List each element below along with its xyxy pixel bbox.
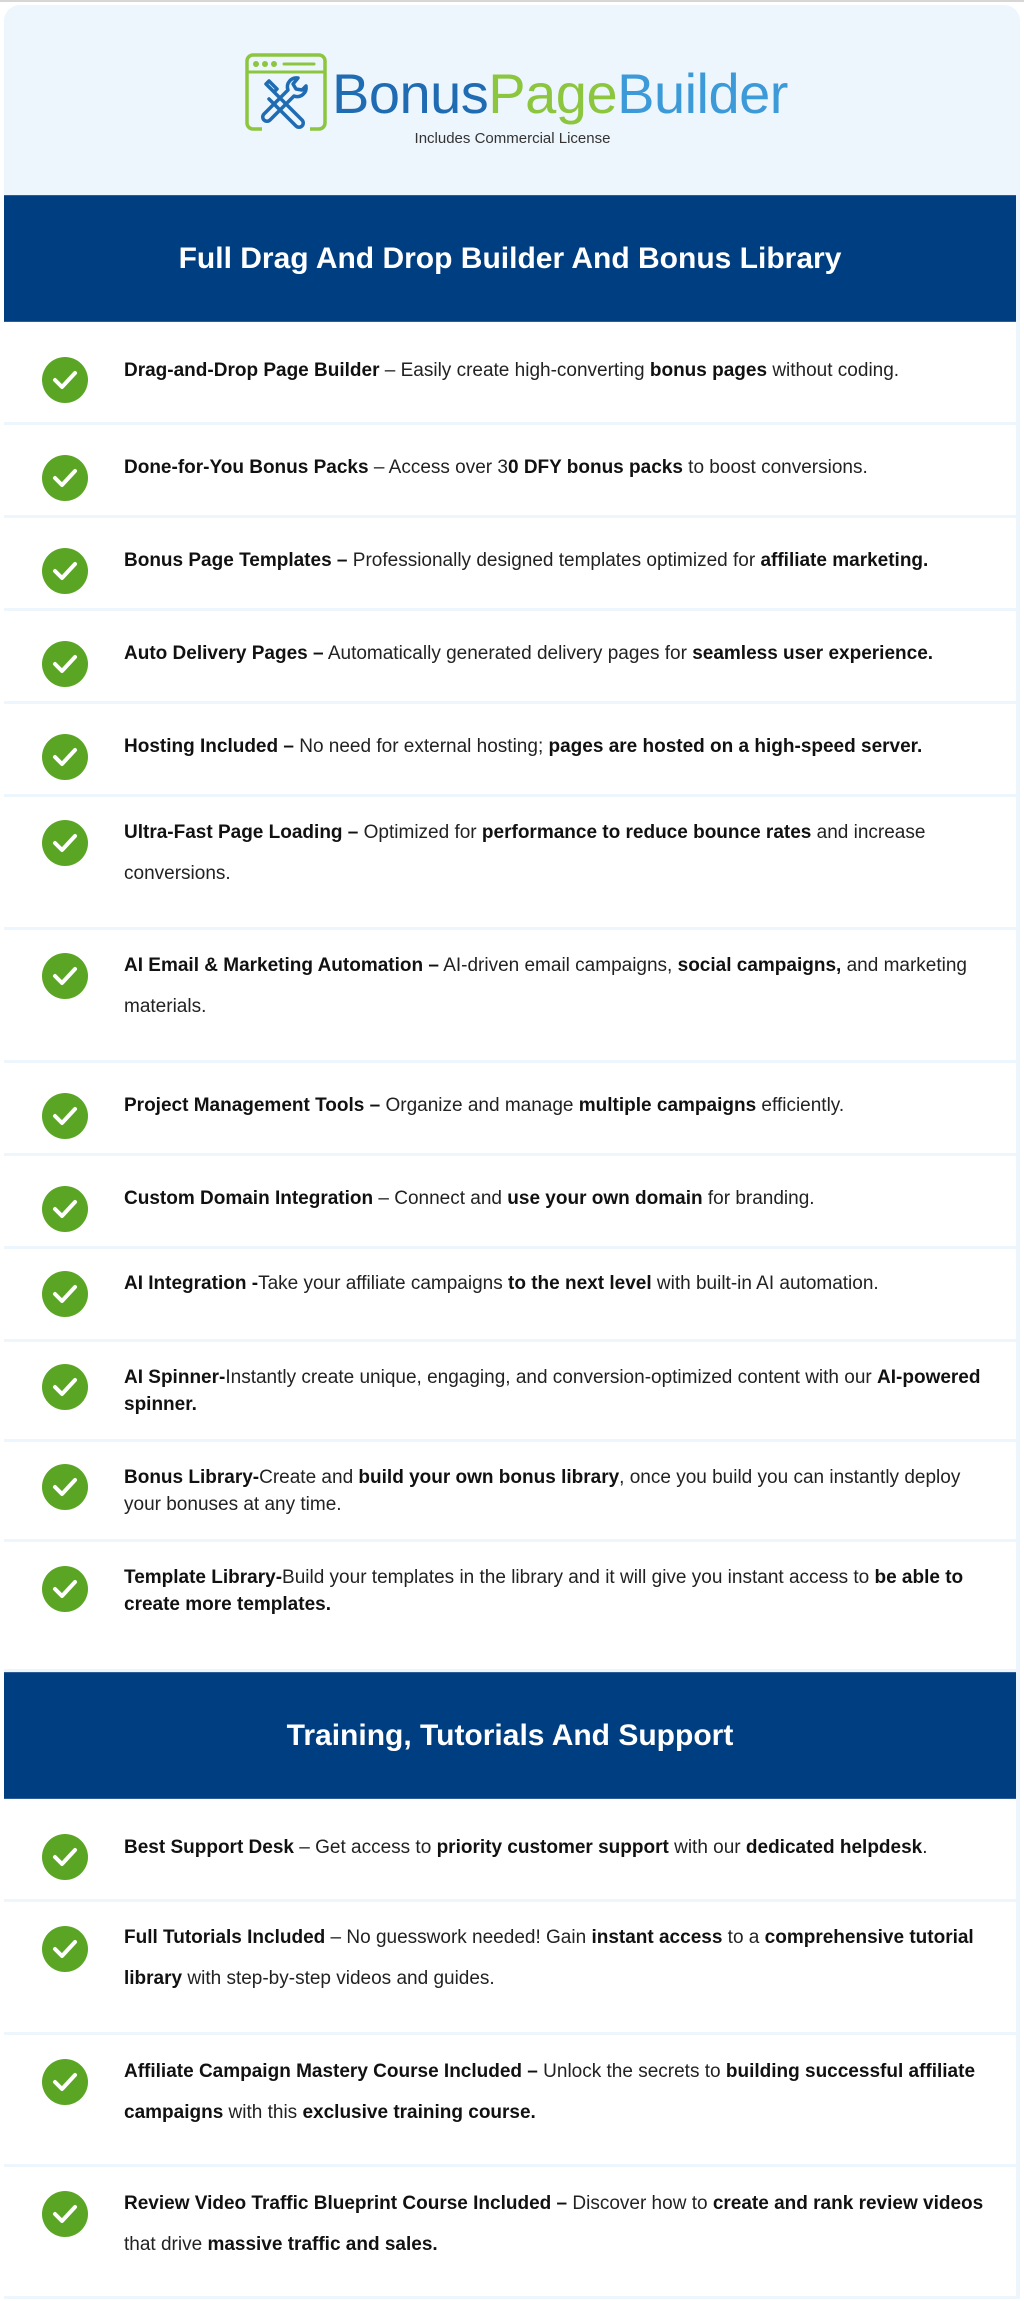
checkmark-icon [42,953,88,999]
feature-highlight: 0 DFY bonus packs [507,457,683,478]
browser-window-tools-icon [244,52,328,136]
section-heading: Training, Tutorials And Support [4,1672,1016,1799]
feature-text-segment: and marketing materials. [124,955,967,1017]
feature-item [4,518,1016,611]
feature-description [124,2051,996,2133]
feature-highlight: instant access [591,1927,723,1948]
checkmark-icon [42,2059,88,2105]
feature-description [124,540,928,581]
feature-item [4,1799,1016,1902]
feature-item [4,1342,1016,1442]
checkmark-icon [42,455,88,501]
feature-highlight: social campaigns, [677,955,842,976]
brand-name [332,62,788,125]
feature-item [4,611,1016,704]
feature-text-segment: Connect and [394,1188,508,1209]
feature-item [4,2035,1016,2167]
feature-text-segment: to boost conversions. [682,457,868,478]
feature-title: Template Library- [124,1567,283,1588]
feature-description [124,1464,996,1518]
feature-title: Full Tutorials Included [124,1927,326,1948]
feature-separator: – [379,360,401,381]
feature-title: Ultra-Fast Page Loading – [124,822,359,843]
checkmark-icon [42,1926,88,1972]
feature-description [124,1564,996,1618]
feature-text-segment: , once you build you can instantly deploy your bonuses at any time. [124,1467,961,1515]
feature-text-segment: Take your affiliate campaigns [258,1273,509,1294]
logo [244,52,788,136]
top-divider [0,0,1024,2]
feature-description [124,812,996,894]
feature-item [4,704,1016,797]
feature-title: Bonus Library- [124,1467,260,1488]
feature-title: Review Video Traffic Blueprint Course Included – [124,2193,568,2214]
feature-description [124,1827,928,1868]
feature-text-segment: Build your templates in the library and it will give you instant access to [282,1567,875,1588]
feature-item [4,1902,1016,2035]
feature-title: AI Email & Marketing Automation – [124,955,439,976]
feature-text-segment: with built-in AI automation. [651,1273,879,1294]
feature-text-segment: Get access to [315,1837,437,1858]
feature-text-segment: with this [223,2102,303,2123]
feature-description [124,945,996,1027]
feature-highlight: dedicated helpdesk [745,1837,923,1858]
feature-text-segment: Access over 3 [388,457,508,478]
feature-title: Bonus Page Templates – [124,550,348,571]
feature-description [124,633,933,674]
feature-title: Done-for-You Bonus Packs [124,457,369,478]
feature-list [4,322,1016,1672]
feature-text-segment: No guesswork needed! Gain [346,1927,592,1948]
feature-text-segment: to a [722,1927,765,1948]
feature-item [4,425,1016,518]
feature-title: Best Support Desk [124,1837,294,1858]
checkmark-icon [42,2191,88,2237]
feature-highlight: affiliate marketing. [760,550,929,571]
checkmark-icon [42,1834,88,1880]
feature-text-segment: Organize and manage [385,1095,579,1116]
feature-description [124,1917,996,1999]
feature-highlight: exclusive training course. [302,2102,536,2123]
feature-highlight: use your own domain [507,1188,703,1209]
feature-text-segment: Instantly create unique, engaging, and conversion-optimized content with our [225,1367,878,1388]
feature-description [124,1178,815,1219]
checkmark-icon [42,820,88,866]
feature-highlight: bonus pages [649,360,768,381]
brand-part-page: Page [488,62,618,125]
feature-text-segment: for branding. [702,1188,815,1209]
feature-title: Auto Delivery Pages – [124,643,324,664]
feature-item [4,2167,1016,2299]
feature-highlight: be able to create more templates. [124,1567,964,1615]
feature-text-segment: with step-by-step videos and guides. [182,1968,495,1989]
feature-item [4,322,1016,425]
feature-text-segment: without coding. [767,360,900,381]
feature-text-segment: Professionally designed templates optimized for [352,550,761,571]
feature-text-segment: Discover how to [572,2193,713,2214]
feature-title: Drag-and-Drop Page Builder [124,360,380,381]
feature-highlight: priority customer support [436,1837,669,1858]
feature-separator: – [293,1837,316,1858]
checkmark-icon [42,734,88,780]
feature-title: Affiliate Campaign Mastery Course Included – [124,2061,538,2082]
checkmark-icon [42,641,88,687]
feature-highlight: building successful affiliate campaigns [124,2061,976,2123]
checkmark-icon [42,1093,88,1139]
feature-item [4,1156,1016,1249]
feature-description [124,2183,996,2265]
feature-text-segment: No need for external hosting; [299,736,549,757]
feature-separator: – [373,1188,395,1209]
feature-highlight: massive traffic and sales. [207,2234,438,2255]
feature-description [124,726,922,767]
feature-highlight: AI-powered spinner. [124,1367,981,1415]
header [4,5,1016,195]
feature-text-segment: Optimized for [363,822,482,843]
checkmark-icon [42,548,88,594]
checkmark-icon [42,357,88,403]
checkmark-icon [42,1186,88,1232]
feature-item [4,797,1016,930]
feature-text-segment: with our [668,1837,746,1858]
brand-part-bonus: Bonus [332,62,489,125]
brand-part-builder: Builder [617,62,788,125]
feature-item [4,1249,1016,1342]
feature-item [4,1063,1016,1156]
feature-text-segment: AI-driven email campaigns, [443,955,678,976]
section-heading: Full Drag And Drop Builder And Bonus Library [4,195,1016,322]
checkmark-icon [42,1464,88,1510]
feature-item [4,1542,1016,1672]
feature-highlight: create and rank review videos [712,2193,984,2214]
feature-card [4,5,1020,2299]
feature-highlight: performance to reduce bounce rates [481,822,812,843]
feature-description [124,447,868,488]
feature-description [124,1263,879,1304]
feature-highlight: pages are hosted on a high-speed server. [548,736,923,757]
feature-highlight: comprehensive tutorial library [124,1927,974,1989]
feature-separator: – [325,1927,347,1948]
feature-description [124,350,899,391]
feature-title: AI Integration - [124,1273,259,1294]
feature-item [4,930,1016,1063]
feature-item [4,1442,1016,1542]
feature-list [4,1799,1016,2299]
feature-text-segment: Easily create high-converting [400,360,650,381]
feature-text-segment: that drive [124,2234,208,2255]
feature-text-segment: Unlock the secrets to [543,2061,726,2082]
feature-text-segment: Create and [259,1467,359,1488]
checkmark-icon [42,1364,88,1410]
feature-text-segment: Automatically generated delivery pages for [327,643,693,664]
feature-highlight: multiple campaigns [578,1095,757,1116]
feature-text-segment: . [922,1837,928,1858]
feature-highlight: build your own bonus library [358,1467,620,1488]
feature-highlight: seamless user experience. [692,643,934,664]
feature-separator: – [368,457,389,478]
feature-description [124,1085,844,1126]
checkmark-icon [42,1271,88,1317]
feature-title: Custom Domain Integration [124,1188,374,1209]
feature-text-segment: efficiently. [756,1095,845,1116]
sections-container [4,195,1016,2299]
feature-title: AI Spinner- [124,1367,226,1388]
feature-title: Project Management Tools – [124,1095,381,1116]
feature-highlight: to the next level [508,1273,652,1294]
feature-title: Hosting Included – [124,736,294,757]
checkmark-icon [42,1566,88,1612]
feature-description [124,1364,996,1418]
tagline: Includes Commercial License [414,130,611,147]
feature-text-segment: and increase conversions. [124,822,926,884]
